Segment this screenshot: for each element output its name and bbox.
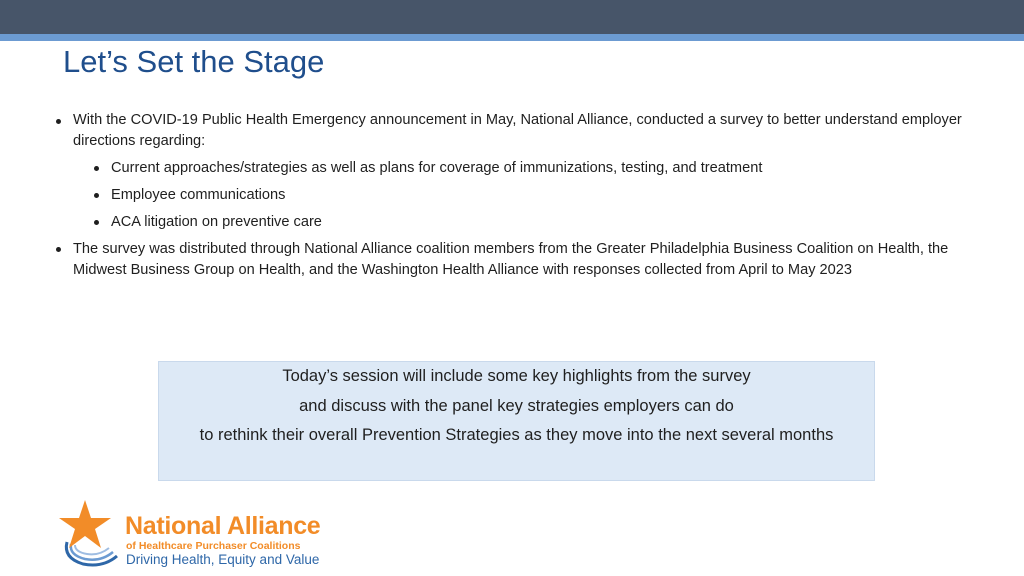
callout-line: to rethink their overall Prevention Strategies as they move into the next several months [199, 426, 834, 444]
national-alliance-logo [55, 498, 355, 570]
bullet-dot [56, 247, 61, 252]
sub-bullet-dot [94, 220, 99, 225]
bullet-item: The survey was distributed through National Alliance coalition members from the Greater Philadelphia Business Coalition on Health, the Midwest Business Group on Health, and the Washington Health Alliance with responses collected from April to May 2023 [73, 241, 949, 278]
sub-bullet-item: Employee communications [111, 187, 286, 203]
header-accent-stripe [0, 34, 1024, 41]
sub-bullet-dot [94, 166, 99, 171]
bullet-item: With the COVID-19 Public Health Emergency announcement in May, National Alliance, conducted a survey to better understand employer directions regarding: [73, 112, 962, 149]
callout-line: and discuss with the panel key strategies employers can do [299, 397, 734, 415]
header-bar [0, 0, 1024, 34]
logo-name: National Alliance [125, 512, 321, 540]
sub-bullet-item: Current approaches/strategies as well as plans for coverage of immunizations, testing, and treatment [111, 160, 763, 176]
callout-box [158, 361, 875, 481]
star-swoosh-icon [55, 498, 123, 570]
logo-subtitle: of Healthcare Purchaser Coalitions [126, 540, 301, 552]
sub-bullet-dot [94, 193, 99, 198]
bullet-dot [56, 119, 61, 124]
logo-tagline: Driving Health, Equity and Value [126, 552, 320, 567]
slide-title: Let’s Set the Stage [63, 44, 325, 79]
sub-bullet-item: ACA litigation on preventive care [111, 214, 322, 230]
callout-line: Today’s session will include some key highlights from the survey [282, 367, 751, 385]
